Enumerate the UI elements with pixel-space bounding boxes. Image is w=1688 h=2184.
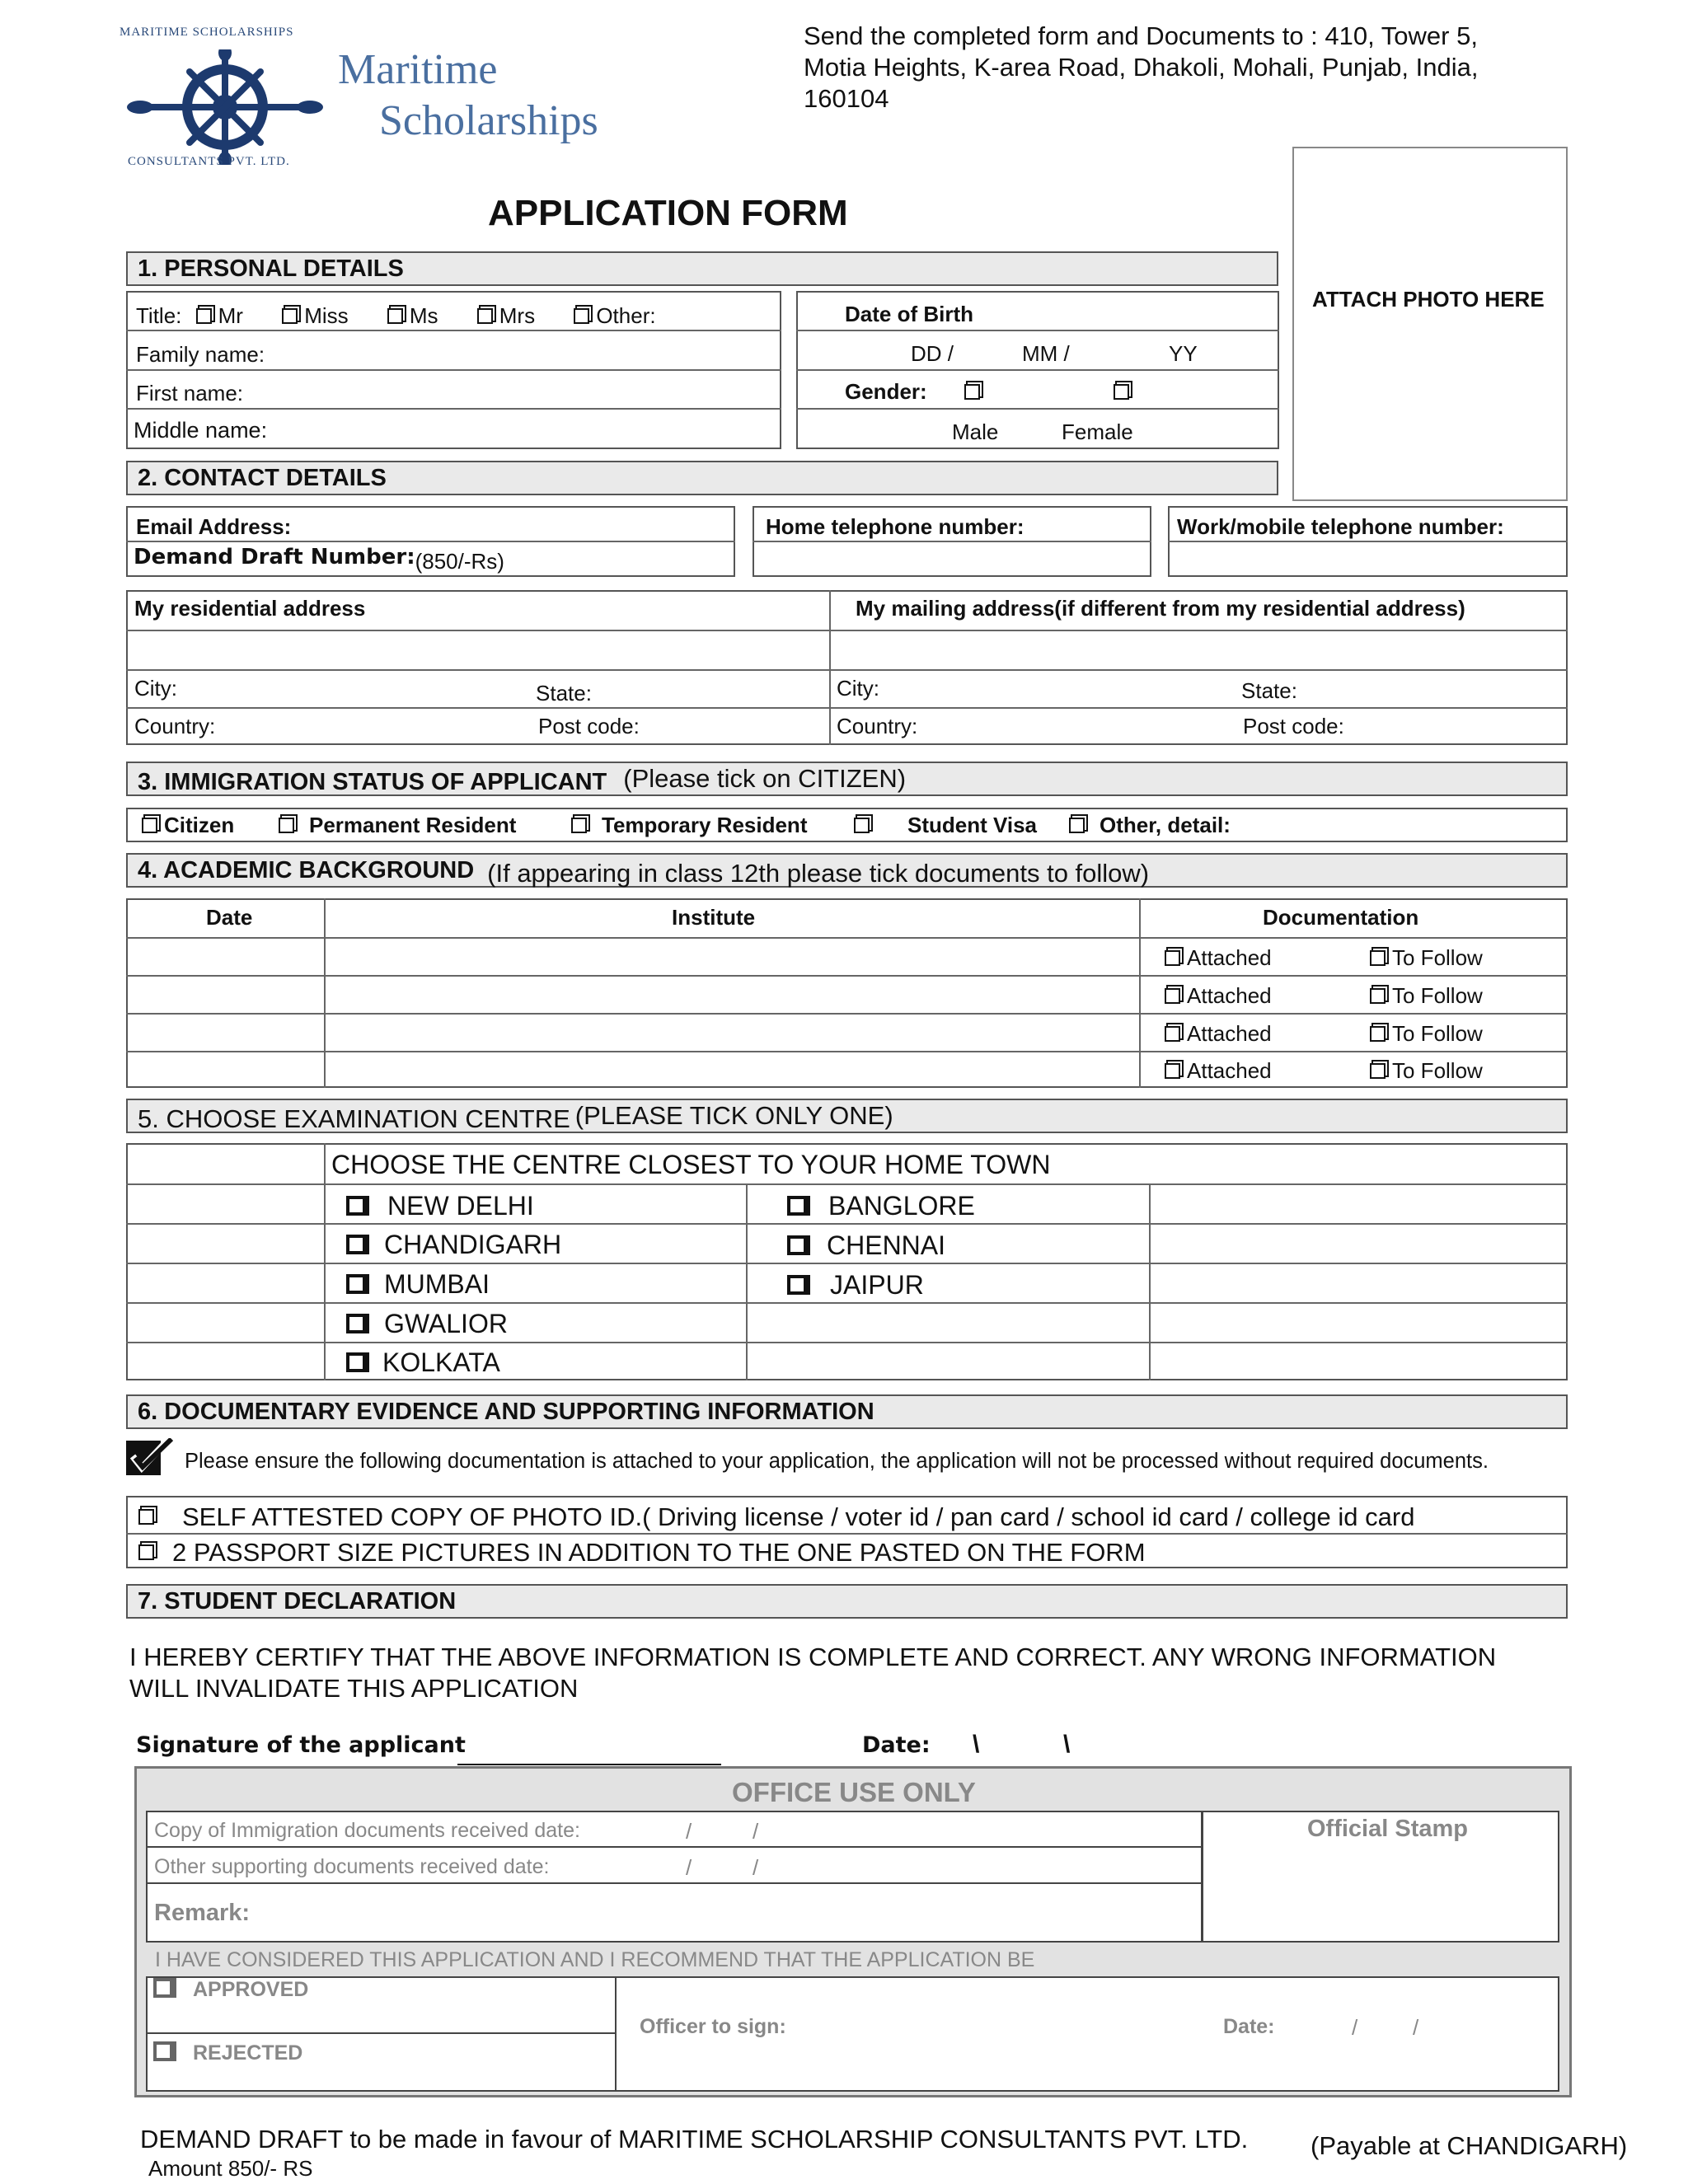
checkbox-icon[interactable] [1165, 1026, 1180, 1042]
checkbox-icon[interactable] [142, 818, 157, 833]
title-ms[interactable]: Ms [387, 303, 438, 328]
title-miss[interactable]: Miss [282, 303, 348, 328]
checkbox-icon[interactable] [571, 818, 587, 833]
title-row [136, 303, 656, 329]
immigration-note: (Please tick on CITIZEN) [623, 764, 907, 793]
academic-col-date: Date [206, 905, 253, 930]
logo-name-line2: Scholarships [379, 97, 598, 144]
send-to-line2: Motia Heights, K-area Road, Dhakoli, Mohali, Punjab, India, [804, 53, 1479, 82]
centre-new-delhi[interactable]: NEW DELHI [346, 1191, 534, 1221]
office-immigration-docs: Copy of Immigration documents received date: [154, 1819, 580, 1842]
academic-row1-attached[interactable]: Attached [1165, 945, 1272, 971]
section-immigration-heading [126, 762, 1568, 796]
checkbox-icon[interactable] [346, 1274, 369, 1294]
gender-female-label: Female [1062, 419, 1133, 444]
office-decision-box [146, 1976, 1559, 2092]
title-label: Title: [136, 303, 182, 328]
footer-payable: (Payable at CHANDIGARH) [1311, 2131, 1628, 2160]
first-name-field[interactable]: First name: [136, 381, 244, 405]
office-remark: Remark: [154, 1900, 251, 1926]
gender-male-checkbox-icon[interactable] [964, 384, 980, 400]
gender-male-label: Male [952, 419, 999, 444]
dd-amount: (850/-Rs) [415, 549, 504, 574]
declaration-date-label: Date: [862, 1732, 931, 1758]
office-recommend: I HAVE CONSIDERED THIS APPLICATION AND I RECOMMEND THAT THE APPLICATION BE [155, 1948, 1035, 1971]
immigration-permanent[interactable]: Permanent Resident [279, 813, 516, 838]
dd-number-label: Demand Draft Number: [134, 545, 415, 569]
form-title: APPLICATION FORM [488, 193, 848, 233]
section-contact-heading: 2. CONTACT DETAILS [126, 461, 1278, 495]
gender-label: Gender: [845, 379, 927, 404]
mail-city-field[interactable]: City: [837, 676, 879, 701]
title-mr[interactable]: Mr [196, 303, 243, 328]
checkmark-icon [125, 1438, 173, 1476]
academic-col-institute: Institute [672, 905, 756, 930]
centre-chandigarh[interactable]: CHANDIGARH [346, 1230, 561, 1260]
docs-item1[interactable]: SELF ATTESTED COPY OF PHOTO ID.( Driving license / voter id / pan card / school id card / college id card [138, 1502, 1414, 1532]
checkbox-icon[interactable] [387, 308, 403, 324]
office-slash-4: / [753, 1855, 759, 1880]
office-slash-1: / [686, 1819, 692, 1844]
mail-country-field[interactable]: Country: [837, 714, 918, 738]
logo [99, 21, 692, 173]
logo-bottom-text: CONSULTANTS PVT. LTD. [128, 155, 290, 168]
exam-note: (PLEASE TICK ONLY ONE) [574, 1101, 893, 1130]
centre-mumbai[interactable]: MUMBAI [346, 1269, 490, 1300]
declaration-line2: WILL INVALIDATE THIS APPLICATION [129, 1674, 579, 1703]
checkbox-icon[interactable] [787, 1235, 810, 1255]
logo-top-text: MARITIME SCHOLARSHIPS [120, 26, 294, 39]
academic-row2-follow[interactable]: To Follow [1370, 983, 1483, 1009]
declaration-line1: I HEREBY CERTIFY THAT THE ABOVE INFORMATION IS COMPLETE AND CORRECT. ANY WRONG INFORMATION [129, 1643, 1497, 1671]
immigration-other[interactable]: Other, detail: [1069, 813, 1231, 838]
ship-wheel-icon [122, 49, 328, 165]
email-field[interactable]: Email Address: [136, 514, 292, 539]
res-postcode-field[interactable]: Post code: [538, 714, 640, 738]
academic-heading-text: 4. ACADEMIC BACKGROUND [138, 856, 475, 883]
checkbox-icon[interactable] [138, 1509, 154, 1525]
dob-label: Date of Birth [845, 302, 973, 326]
checkbox-icon[interactable] [346, 1235, 369, 1254]
res-state-field[interactable]: State: [536, 681, 592, 705]
centre-chennai[interactable]: CHENNAI [787, 1230, 945, 1261]
send-to-line1: Send the completed form and Documents to : 410, Tower 5, [804, 21, 1478, 50]
section-academic-heading [126, 853, 1568, 888]
photo-box[interactable] [1292, 147, 1568, 501]
home-phone-field[interactable]: Home telephone number: [766, 514, 1025, 539]
checkbox-icon[interactable] [282, 308, 298, 324]
checkbox-icon[interactable] [477, 308, 493, 324]
checkbox-icon[interactable] [1370, 950, 1386, 966]
office-approved[interactable]: APPROVED [153, 1978, 308, 2002]
photo-label: ATTACH PHOTO HERE [1312, 287, 1545, 312]
checkbox-icon[interactable] [574, 308, 589, 324]
academic-row3-follow[interactable]: To Follow [1370, 1021, 1483, 1047]
gender-female-checkbox-icon[interactable] [1114, 384, 1129, 400]
res-country-field[interactable]: Country: [134, 714, 216, 738]
checkbox-icon[interactable] [153, 1978, 176, 1998]
academic-row1-follow[interactable]: To Follow [1370, 945, 1483, 971]
office-date-label: Date: [1223, 2015, 1275, 2038]
work-phone-field[interactable]: Work/mobile telephone number: [1177, 514, 1504, 539]
office-date-slash-1: / [1352, 2015, 1358, 2040]
office-heading: OFFICE USE ONLY [732, 1777, 976, 1807]
centre-kolkata[interactable]: KOLKATA [346, 1347, 500, 1378]
checkbox-icon[interactable] [787, 1196, 810, 1216]
office-stamp-label: Official Stamp [1307, 1816, 1468, 1842]
dob-mm[interactable]: MM / [1022, 341, 1070, 366]
logo-name-line1: Maritime [338, 46, 498, 93]
middle-name-field[interactable]: Middle name: [134, 418, 268, 443]
office-other-docs: Other supporting documents received date: [154, 1855, 550, 1878]
date-separator-1: \ [973, 1731, 980, 1758]
dob-dd[interactable]: DD / [911, 341, 954, 366]
mailing-address-label: My mailing address(if different from my residential address) [856, 596, 1465, 621]
mail-state-field[interactable]: State: [1241, 678, 1297, 703]
date-separator-2: \ [1063, 1731, 1071, 1758]
checkbox-icon[interactable] [346, 1196, 369, 1216]
title-other[interactable]: Other: [574, 303, 655, 328]
checkbox-icon[interactable] [279, 818, 294, 833]
checkbox-icon[interactable] [787, 1275, 810, 1295]
residential-address-label: My residential address [134, 596, 366, 621]
academic-row4-follow[interactable]: To Follow [1370, 1058, 1483, 1084]
academic-col-docs: Documentation [1263, 905, 1419, 930]
exam-instruction: CHOOSE THE CENTRE CLOSEST TO YOUR HOME TOWN [331, 1150, 1051, 1179]
immigration-student-visa[interactable]: Student Visa [854, 813, 1037, 838]
office-rejected[interactable]: REJECTED [153, 2041, 302, 2065]
footer-demand-draft: DEMAND DRAFT to be made in favour of MARITIME SCHOLARSHIP CONSULTANTS PVT. LTD. [140, 2125, 1249, 2154]
mail-postcode-field[interactable]: Post code: [1243, 714, 1344, 738]
checkbox-icon[interactable] [153, 2041, 176, 2061]
dob-yy[interactable]: YY [1169, 341, 1198, 366]
office-officer-sign: Officer to sign: [640, 2015, 786, 2038]
res-city-field[interactable]: City: [134, 676, 177, 701]
checkbox-icon[interactable] [1165, 950, 1180, 966]
immigration-citizen[interactable]: Citizen [142, 813, 234, 838]
immigration-heading-text: 3. IMMIGRATION STATUS OF APPLICANT [138, 768, 607, 795]
docs-notice: Please ensure the following documentation is attached to your application, the application will not be processed without required documents. [185, 1450, 1489, 1473]
demand-draft-field[interactable] [134, 544, 504, 574]
send-to-line3: 160104 [804, 84, 889, 113]
centre-jaipur[interactable]: JAIPUR [787, 1270, 924, 1301]
section-exam-heading [126, 1099, 1568, 1133]
footer-amount: Amount 850/- RS [148, 2156, 313, 2181]
signature-label: Signature of the applicant [136, 1732, 466, 1758]
signature-line[interactable] [457, 1764, 721, 1765]
centre-gwalior[interactable]: GWALIOR [346, 1309, 508, 1339]
checkbox-icon[interactable] [854, 818, 870, 833]
centre-banglore[interactable]: BANGLORE [787, 1191, 975, 1221]
office-slash-3: / [686, 1855, 692, 1880]
docs-item2[interactable]: 2 PASSPORT SIZE PICTURES IN ADDITION TO THE ONE PASTED ON THE FORM [138, 1538, 1146, 1568]
section-declaration-heading: 7. STUDENT DECLARATION [126, 1584, 1568, 1619]
office-date-slash-2: / [1413, 2015, 1419, 2040]
checkbox-icon[interactable] [1370, 1026, 1386, 1042]
checkbox-icon[interactable] [1165, 988, 1180, 1004]
section-docs-heading: 6. DOCUMENTARY EVIDENCE AND SUPPORTING INFORMATION [126, 1394, 1568, 1429]
academic-row3-attached[interactable]: Attached [1165, 1021, 1272, 1047]
checkbox-icon[interactable] [346, 1352, 369, 1372]
academic-note: (If appearing in class 12th please tick documents to follow) [487, 859, 1150, 888]
family-name-field[interactable]: Family name: [136, 342, 265, 367]
checkbox-icon[interactable] [1370, 1063, 1386, 1079]
checkbox-icon[interactable] [346, 1314, 369, 1333]
academic-row2-attached[interactable]: Attached [1165, 983, 1272, 1009]
checkbox-icon[interactable] [1370, 988, 1386, 1004]
checkbox-icon[interactable] [1165, 1063, 1180, 1079]
section-personal-heading: 1. PERSONAL DETAILS [126, 251, 1278, 286]
academic-row4-attached[interactable]: Attached [1165, 1058, 1272, 1084]
immigration-temporary[interactable]: Temporary Resident [571, 813, 807, 838]
title-mrs[interactable]: Mrs [477, 303, 535, 328]
checkbox-icon[interactable] [1069, 818, 1085, 833]
checkbox-icon[interactable] [138, 1544, 154, 1560]
checkbox-icon[interactable] [196, 308, 212, 324]
exam-heading-text: 5. CHOOSE EXAMINATION CENTRE [138, 1104, 570, 1133]
office-slash-2: / [753, 1819, 759, 1844]
